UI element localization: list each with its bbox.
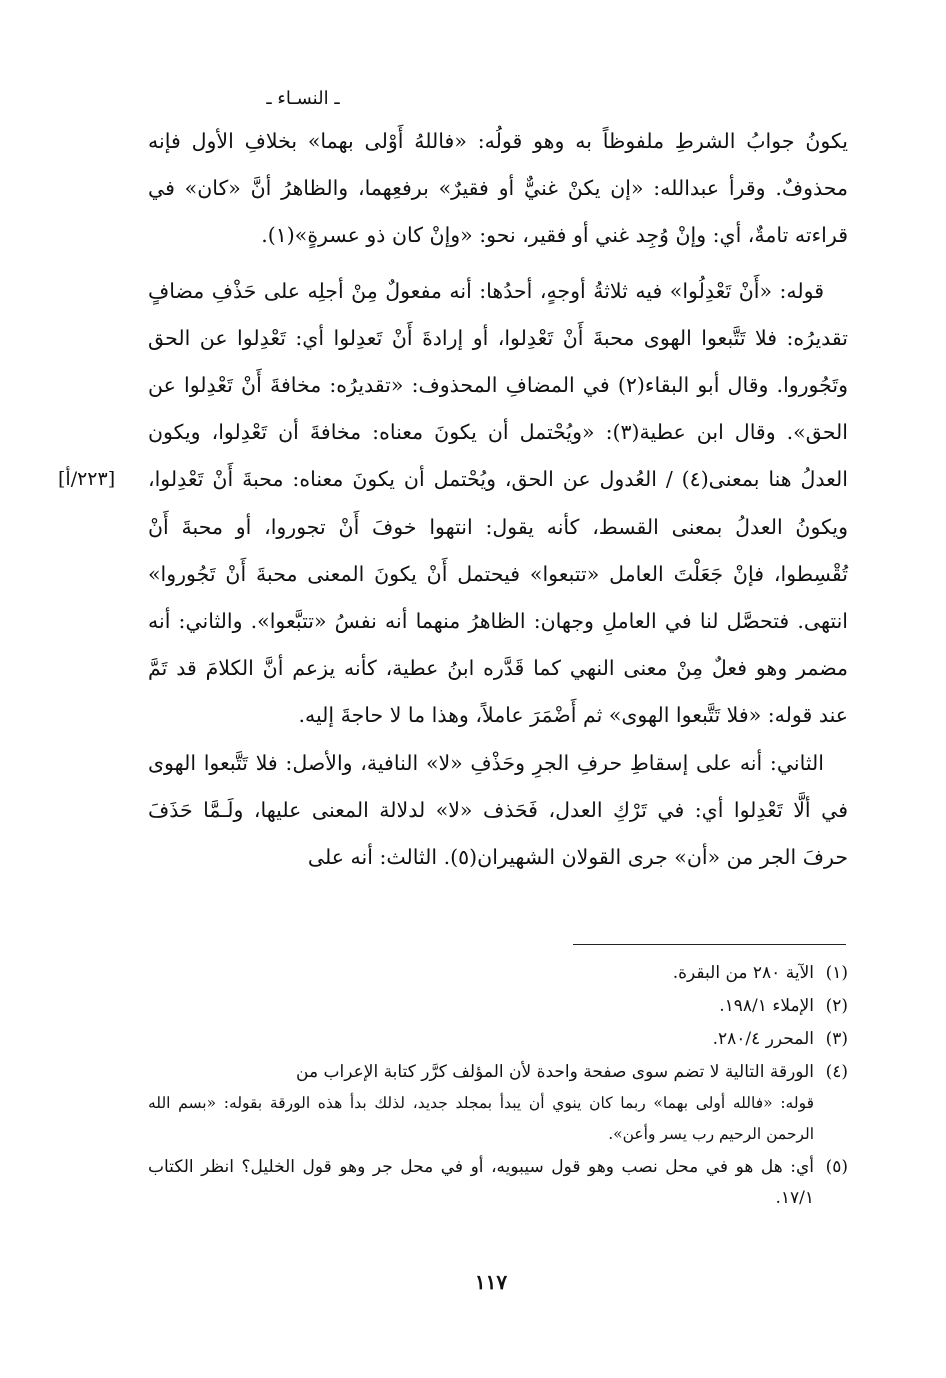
- surah-title: ـ النسـاء ـ: [266, 88, 340, 109]
- footnote-separator: [573, 944, 846, 945]
- paragraph-3: الثاني: أنه على إسقاطِ حرفِ الجرِ وحَذْفِ «لا» النافية، والأصل: فلا تَتَّبعوا الهوى في ألَّا تَعْدِلوا أي: في تَرْكِ العدل، فَحَذف «لا» لدلالة المعنى عليها، ولَـمَّا حَذَفَ حرفَ الجر من «أن» جرى القولان الشهيران(٥). الثالث: أنه على: [148, 750, 848, 870]
- footnote-number: (٤): [825, 1062, 848, 1082]
- footnote-text: أي: هل هو في محل نصب وهو قول سيبويه، أو في محل جر وهو قول الخليل؟ انظر الكتاب ١٧/١.: [148, 1157, 814, 1208]
- footnote-4: [148, 1057, 848, 1150]
- footnote-text: الآية ٢٨٠ من البقرة.: [672, 963, 814, 983]
- footnote-number: (١): [825, 963, 848, 983]
- page-number: [0, 1270, 946, 1294]
- footnote-text: المحرر ٢٨٠/٤.: [712, 1029, 814, 1049]
- footnote-3: [148, 1024, 848, 1055]
- paragraph-1: يكونُ جوابُ الشرطِ ملفوظاً به وهو قولُه: «فاللهُ أَوْلى بهما» بخلافِ الأول فإنه محذوفٌ. وقرأ عبدالله: «إن يكنْ غنيٌّ أو فقيرٌ» برفعِهما، والظاهرُ أنَّ «كان» في قراءته تامةٌ، أي: وإنْ وُجِد غني أو فقير، نحو: «وإنْ كان ذو عسرةٍ»(١).: [148, 129, 848, 248]
- footnote-number: (٣): [825, 1029, 848, 1049]
- footnotes: [148, 958, 848, 1216]
- footnote-2: [148, 991, 848, 1022]
- footnote-number: (٢): [825, 996, 848, 1016]
- paragraph-2: قوله: «أَنْ تَعْدِلُوا» فيه ثلاثةُ أوجهٍ، أحدُها: أنه مفعولٌ مِنْ أجلِه على حَذْفِ مضافٍ تقديرُه: فلا تَتَّبعوا الهوى محبةَ أَنْ تَعْدِلوا، أو إرادةَ أَنْ تَعدِلوا أي: تَعْدِلوا عن الحق وتَجُوروا. وقال أبو البقاء(٢) في المضافِ المحذوف: «تقديرُه: مخافةَ أَنْ تَعْدِلوا عن الحق». وقال ابن عطية(٣): «ويُحْتمل أن يكونَ معناه: مخافةَ أن تَعْدِلوا، ويكون العدلُ هنا بمعنى(٤) / العُدول عن الحق، ويُحْتمل أن يكونَ معناه: محبةَ أَنْ تَعْدِلوا، ويكونُ العدلُ بمعنى القسط، كأنه يقول: انتهوا خوفَ أَنْ تجوروا، أو محبةَ أَنْ تُقْسِطوا، فإنْ جَعَلْتَ العامل «تتبعوا» فيحتمل أَنْ يكونَ المعنى محبةَ أَنْ تَجُوروا» انتهى. فتحصَّل لنا في العاملِ وجهان: الظاهرُ منهما أنه نفسُ «تتبَّعوا». والثاني: أنه مضمر وهو فعلٌ مِنْ معنى النهي كما قَدَّره ابنُ عطية، كأنه يزعم أنَّ الكلامَ قد تَمَّ عند قوله: «فلا تَتَّبعوا الهوى» ثم أَضْمَرَ عاملاً، وهذا ما لا حاجةَ إليه.: [148, 278, 848, 728]
- footnote-text: الورقة التالية لا تضم سوى صفحة واحدة لأن المؤلف كرَّر كتابة الإعراب من: [296, 1062, 814, 1082]
- page-number-value: ١١٧: [474, 1270, 508, 1294]
- footnote-continuation: قوله: «فالله أولى بهما» ربما كان ينوي أن يبدأ بمجلد جديد، لذلك بدأ هذه الورقة بقوله: «بسم الله الرحمن الرحيم رب يسر وأعن».: [148, 1094, 814, 1143]
- footnote-text: الإملاء ١٩٨/١.: [719, 996, 814, 1016]
- running-head: [0, 88, 946, 109]
- footnote-body: [148, 1057, 814, 1150]
- manuscript-folio-reference: [٢٢٣/أ]: [58, 468, 116, 490]
- footnote-number: (٥): [825, 1157, 848, 1177]
- footnote-1: [148, 958, 848, 989]
- main-text-body: [148, 118, 848, 881]
- footnote-5: [148, 1152, 848, 1214]
